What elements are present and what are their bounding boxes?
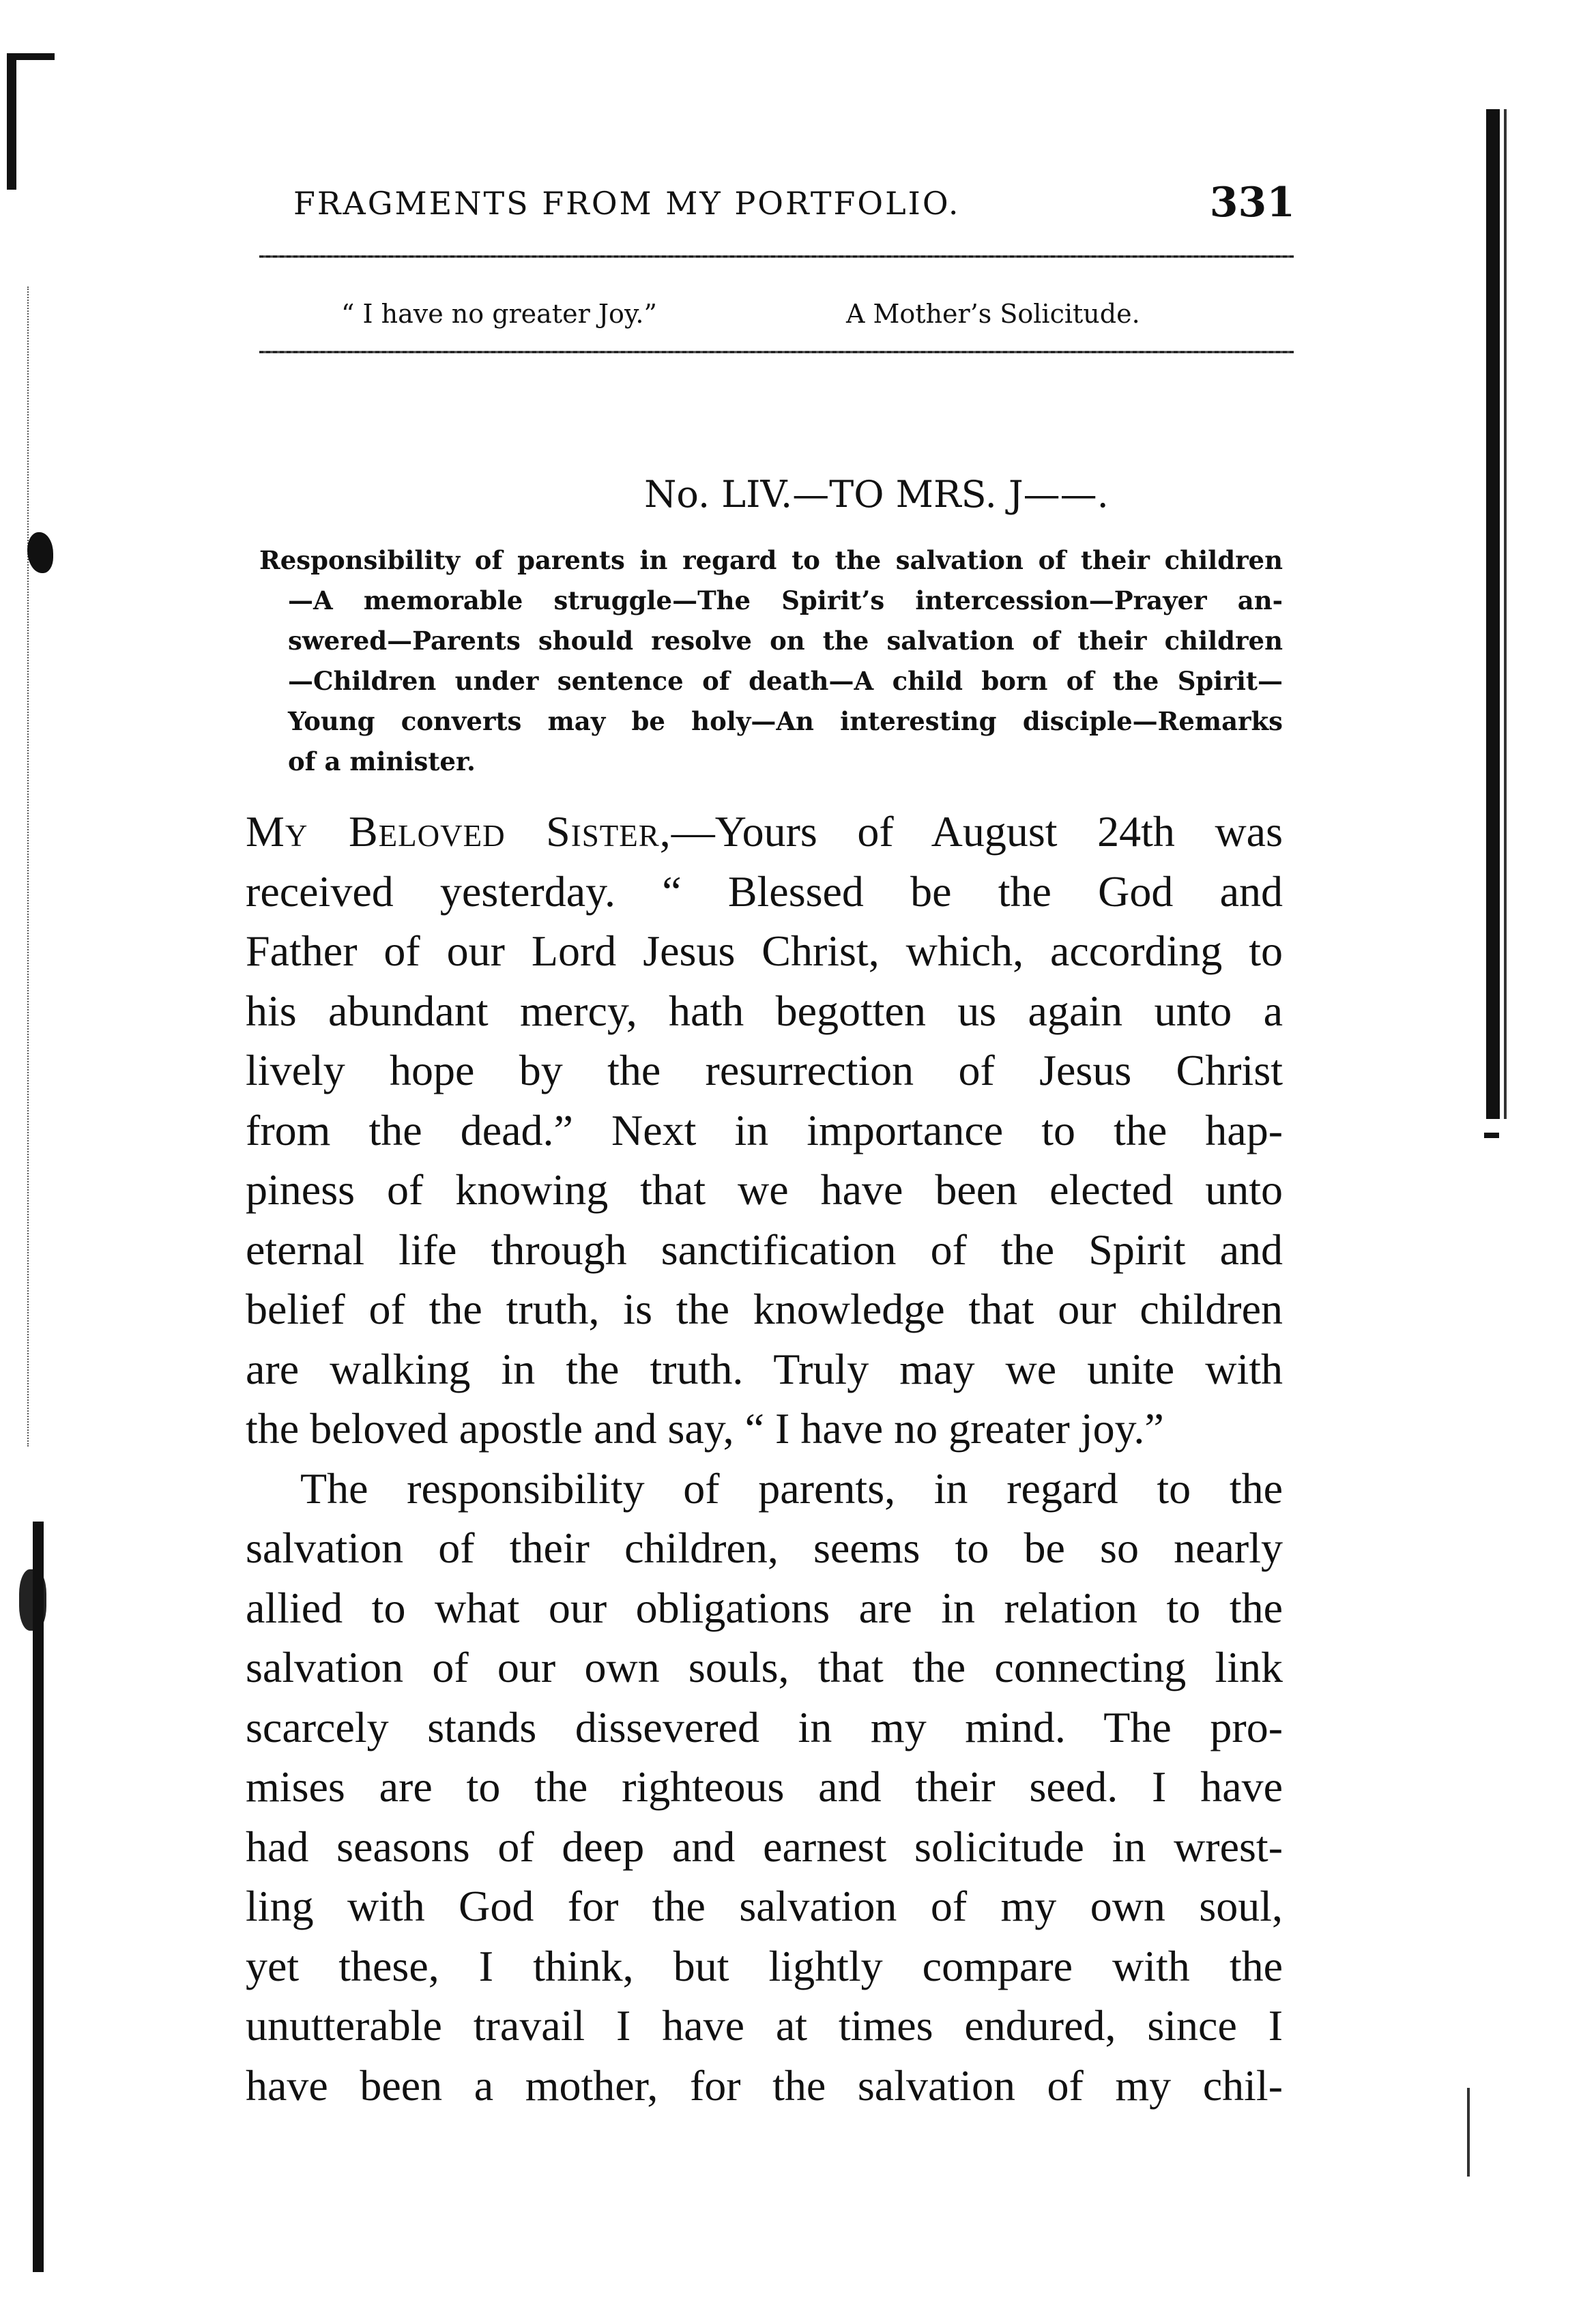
body-line: his abundant mercy, hath begotten us again unto a bbox=[246, 986, 1283, 1035]
synopsis-line: Responsibility of parents in regard to the salvation of their children bbox=[259, 545, 1283, 575]
letter-synopsis bbox=[259, 540, 1283, 782]
subhead-left: “ I have no greater Joy.” bbox=[341, 299, 657, 329]
body-line: received yesterday. “ Blessed be the God and bbox=[246, 867, 1283, 916]
running-title: FRAGMENTS FROM MY PORTFOLIO. bbox=[293, 185, 961, 222]
body-line: scarcely stands dissevered in my mind. The pro- bbox=[246, 1702, 1283, 1751]
body-line: mises are to the righteous and their seed. I have bbox=[246, 1762, 1283, 1811]
wavy-rule bbox=[259, 254, 1294, 259]
scan-edge-mark bbox=[1484, 1133, 1499, 1138]
body-line: Father of our Lord Jesus Christ, which, according to bbox=[246, 927, 1283, 975]
body-line-text: —Yours of August 24th was bbox=[671, 807, 1283, 856]
synopsis-line: —Children under sentence of death—A child born of the Spirit— bbox=[288, 666, 1283, 696]
running-head bbox=[293, 179, 1295, 237]
body-line: allied to what our obligations are in relation to the bbox=[246, 1583, 1283, 1632]
body-line: salvation of their children, seems to be so nearly bbox=[246, 1524, 1283, 1572]
page-edge-shadow bbox=[1486, 109, 1500, 1119]
body-line: unutterable travail I have at times endured, since I bbox=[246, 2001, 1283, 2050]
body-line: lively hope by the resurrection of Jesus Christ bbox=[246, 1046, 1283, 1094]
letter-body bbox=[246, 802, 1283, 2115]
body-line: piness of knowing that we have been elected unto bbox=[246, 1165, 1283, 1214]
body-line bbox=[246, 802, 1283, 862]
body-line: eternal life through sanctification of the Spirit and bbox=[246, 1225, 1283, 1274]
scan-edge-mark bbox=[7, 53, 57, 190]
body-line: yet these, I think, but lightly compare with the bbox=[246, 1941, 1283, 1990]
letter-title: No. LIV.—TO MRS. J——. bbox=[644, 473, 1109, 516]
synopsis-line: swered—Parents should resolve on the salvation of their children bbox=[288, 626, 1283, 656]
page-number: 331 bbox=[1209, 179, 1295, 227]
subhead-right: A Mother’s Solicitude. bbox=[846, 299, 1140, 329]
salutation: My Beloved Sister, bbox=[246, 807, 671, 856]
synopsis-line: of a minister. bbox=[288, 746, 476, 776]
body-line: are walking in the truth. Truly may we unite with bbox=[246, 1344, 1283, 1393]
scan-edge-mark bbox=[1467, 2088, 1477, 2177]
body-line: have been a mother, for the salvation of my chil- bbox=[246, 2061, 1283, 2110]
synopsis-line: Young converts may be holy—An interesting disciple—Remarks bbox=[288, 706, 1283, 736]
binding-edge-shadow bbox=[33, 1522, 44, 2272]
synopsis-line: —A memorable struggle—The Spirit’s intercession—Prayer an- bbox=[288, 585, 1283, 615]
body-line: belief of the truth, is the knowledge that our children bbox=[246, 1285, 1283, 1333]
body-line: the beloved apostle and say, “ I have no greater joy.” bbox=[246, 1404, 1164, 1453]
body-line: The responsibility of parents, in regard to the bbox=[300, 1464, 1283, 1513]
body-line: salvation of our own souls, that the connecting link bbox=[246, 1643, 1283, 1691]
body-line: ling with God for the salvation of my own soul, bbox=[246, 1882, 1283, 1930]
scan-edge-dots bbox=[27, 287, 56, 1446]
body-line: from the dead.” Next in importance to the hap- bbox=[246, 1105, 1283, 1154]
body-line: had seasons of deep and earnest solicitude in wrest- bbox=[246, 1822, 1283, 1871]
section-subheads bbox=[341, 295, 1296, 336]
wavy-rule bbox=[259, 349, 1294, 355]
